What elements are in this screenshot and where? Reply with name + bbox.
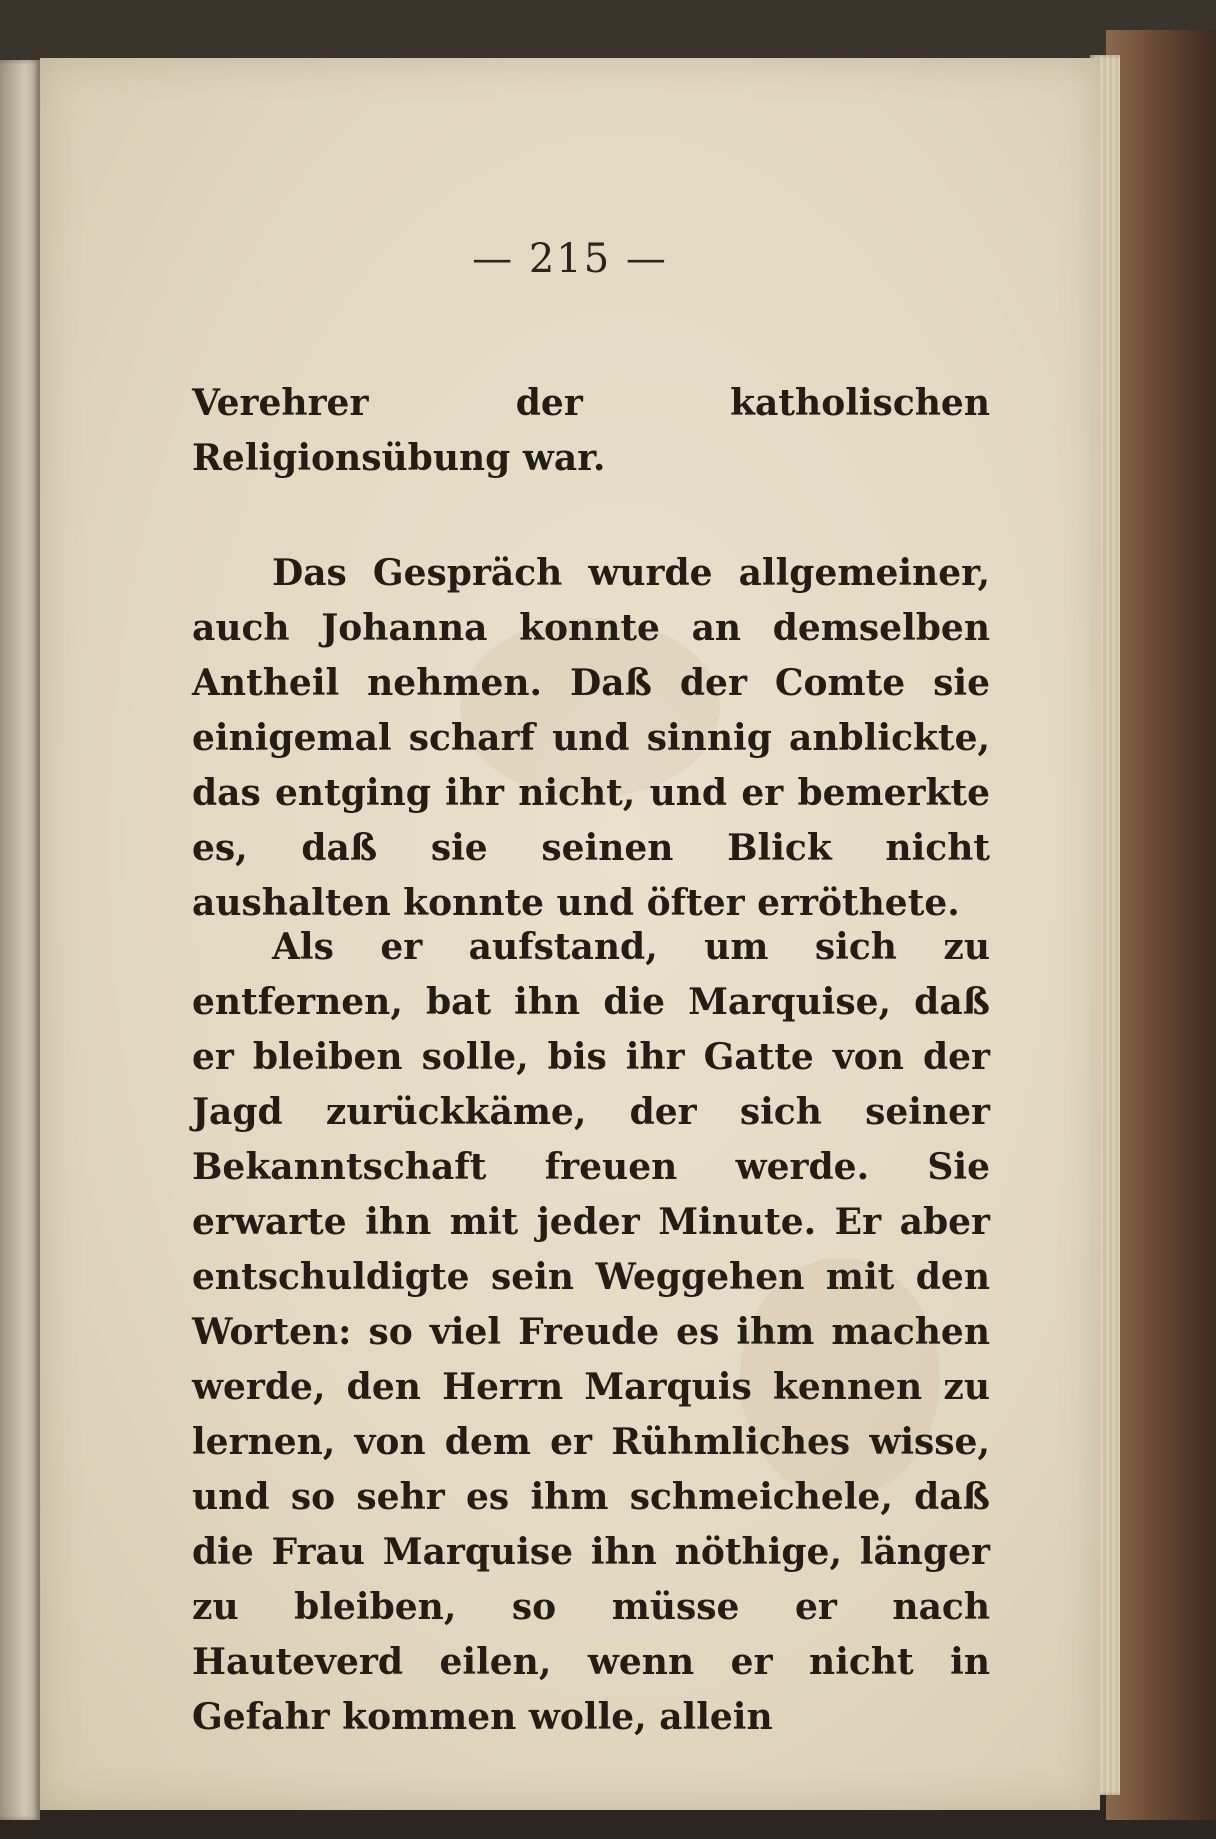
paragraph-continued: Verehrer der katholischen Religionsübung war. xyxy=(192,382,990,479)
book-cover-edge xyxy=(1106,30,1216,1820)
paragraph: Als er aufstand, um sich zu entfernen, bat ihn die Marquise, daß er bleiben solle, bis ihr Gatte von der Jagd zurückkäme, der sich seiner Bekanntschaft freuen werde. Sie erwarte ihn mit jeder Minute. Er aber entschuldigte sein Weggehen mit den Worten: so viel Freude es ihm machen werde, den Herrn Marquis kennen zu lernen, von dem er Rühmliches wisse, und so sehr es ihm schmeichele, daß die Frau Marquise ihn nöthige, länger zu bleiben, so müsse er nach Hauteverd eilen, wenn er nicht in Gefahr kommen wolle, allein xyxy=(192,926,990,1738)
page-number: — 215 — xyxy=(472,236,668,282)
book-page xyxy=(40,58,1100,1810)
previous-page-edge xyxy=(0,60,40,1820)
paragraph: Das Gespräch wurde allgemeiner, auch Johanna konnte an demselben Antheil nehmen. Daß der Comte sie einigemal scharf und sinnig anblickte, das entging ihr nicht, und er bemerkte es, daß sie seinen Blick nicht aushalten konnte und öfter erröthete. xyxy=(192,552,990,924)
